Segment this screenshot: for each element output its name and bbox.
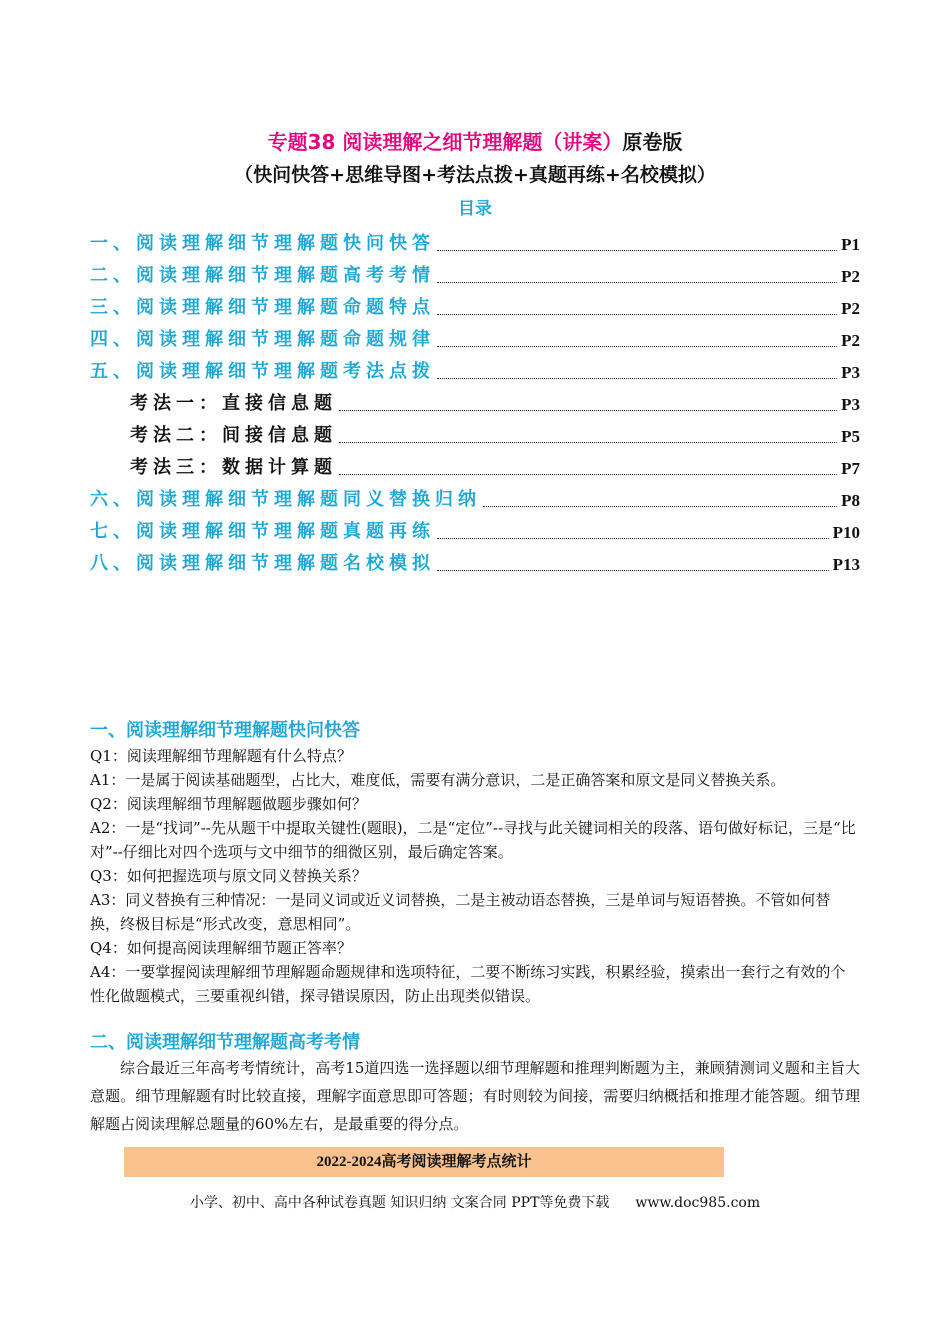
- section-2-title: 二、阅读理解细节理解题高考考情: [90, 1032, 360, 1053]
- toc-leader-dots: [339, 473, 837, 475]
- q3-line: Q3：如何把握选项与原文同义替换关系？: [90, 867, 367, 885]
- footer-text: 小学、初中、高中各种试卷真题 知识归纳 文案合同 PPT等免费下载: [189, 1195, 610, 1211]
- section-1-body: [90, 744, 860, 1008]
- toc-entry-page: P8: [841, 491, 860, 510]
- toc-entry-page: P5: [841, 427, 860, 446]
- section-2-paragraph: 综合最近三年高考考情统计，高考15道四选一选择题以细节理解题和推理判断题为主，兼顾猜测词义题和主旨大意题。细节理解题有时比较直接，理解字面意思即可答题；有时则较为间接，需要归纳概括和推理才能答题。细节理解题占阅读理解总题量的60%左右，是最重要的得分点。: [90, 1059, 860, 1133]
- toc-entry-label: 四、阅读理解细节理解题命题规律: [90, 329, 435, 350]
- toc-entry-label: 八、阅读理解细节理解题名校模拟: [90, 553, 435, 574]
- toc-leader-dots: [437, 537, 829, 539]
- toc-entry-page: P10: [832, 523, 860, 542]
- toc-entry-page: P2: [841, 267, 860, 286]
- q4-line: Q4：如何提高阅读理解细节题正答率？: [90, 939, 352, 957]
- toc-entry[interactable]: [90, 258, 860, 290]
- toc-heading: 目录: [458, 199, 492, 219]
- document-title-main: 专题38 阅读理解之细节理解题（讲案）: [267, 130, 623, 154]
- document-subtitle: （快问快答+思维导图+考法点拨+真题再练+名校模拟）: [234, 164, 716, 186]
- toc-entry[interactable]: [90, 226, 860, 258]
- toc-leader-dots: [437, 345, 837, 347]
- toc-leader-dots: [437, 377, 837, 379]
- toc-entry-label: 考法一：直接信息题: [130, 393, 337, 414]
- toc-entry-label: 考法三：数据计算题: [130, 457, 337, 478]
- section-1-title: 一、阅读理解细节理解题快问快答: [90, 720, 360, 741]
- toc-entry-page: P3: [841, 363, 860, 382]
- toc-leader-dots: [339, 409, 837, 411]
- a3-line: A3：同义替换有三种情况：一是同义词或近义词替换，二是主被动语态替换，三是单词与短语替换。不管如何替换，终极目标是“形式改变，意思相同”。: [90, 891, 831, 933]
- toc-entry[interactable]: [90, 450, 860, 482]
- toc-entry-label: 七、阅读理解细节理解题真题再练: [90, 521, 435, 542]
- toc-entry-label: 二、阅读理解细节理解题高考考情: [90, 265, 435, 286]
- toc-entry[interactable]: [90, 514, 860, 546]
- document-title: [0, 126, 950, 155]
- q1-line: Q1：阅读理解细节理解题有什么特点？: [90, 747, 352, 765]
- toc-entry-label: 六、阅读理解细节理解题同义替换归纳: [90, 489, 481, 510]
- toc-entry[interactable]: [90, 354, 860, 386]
- toc-entry-label: 考法二：间接信息题: [130, 425, 337, 446]
- toc-entry[interactable]: [90, 418, 860, 450]
- q2-line: Q2：阅读理解细节理解题做题步骤如何？: [90, 795, 367, 813]
- section-2-body: [90, 1054, 860, 1138]
- footer-url[interactable]: www.doc985.com: [635, 1195, 761, 1211]
- toc-entry-page: P3: [841, 395, 860, 414]
- toc-entry-page: P13: [832, 555, 860, 574]
- toc-entry[interactable]: [90, 386, 860, 418]
- toc-leader-dots: [437, 249, 837, 251]
- a2-line: A2：一是“找词”--先从题干中提取关键性(题眼)，二是“定位”--寻找与此关键词相关的段落、语句做好标记，三是“比对”--仔细比对四个选项与文中细节的细微区别，最后确定答案。: [90, 819, 856, 861]
- toc-leader-dots: [437, 281, 837, 283]
- toc-leader-dots: [437, 313, 837, 315]
- stats-table-title: 2022-2024高考阅读理解考点统计: [124, 1147, 724, 1177]
- table-of-contents: [90, 226, 860, 578]
- toc-entry[interactable]: [90, 546, 860, 578]
- toc-entry-page: P1: [841, 235, 860, 254]
- toc-entry-label: 三、阅读理解细节理解题命题特点: [90, 297, 435, 318]
- document-title-suffix: 原卷版: [622, 130, 683, 154]
- page-footer: [0, 1192, 950, 1212]
- a1-line: A1：一是属于阅读基础题型，占比大，难度低，需要有满分意识，二是正确答案和原文是同义替换关系。: [90, 771, 786, 789]
- toc-leader-dots: [339, 441, 837, 443]
- toc-entry[interactable]: [90, 290, 860, 322]
- toc-entry-page: P7: [841, 459, 860, 478]
- toc-entry-label: 一、阅读理解细节理解题快问快答: [90, 233, 435, 254]
- toc-entry-page: P2: [841, 331, 860, 350]
- toc-leader-dots: [483, 505, 837, 507]
- a4-line: A4：一要掌握阅读理解细节理解题命题规律和选项特征，二要不断练习实践，积累经验，摸索出一套行之有效的个性化做题模式，三要重视纠错，探寻错误原因，防止出现类似错误。: [90, 963, 846, 1005]
- toc-entry-label: 五、阅读理解细节理解题考法点拨: [90, 361, 435, 382]
- toc-entry[interactable]: [90, 322, 860, 354]
- toc-leader-dots: [437, 569, 829, 571]
- toc-entry[interactable]: [90, 482, 860, 514]
- toc-entry-page: P2: [841, 299, 860, 318]
